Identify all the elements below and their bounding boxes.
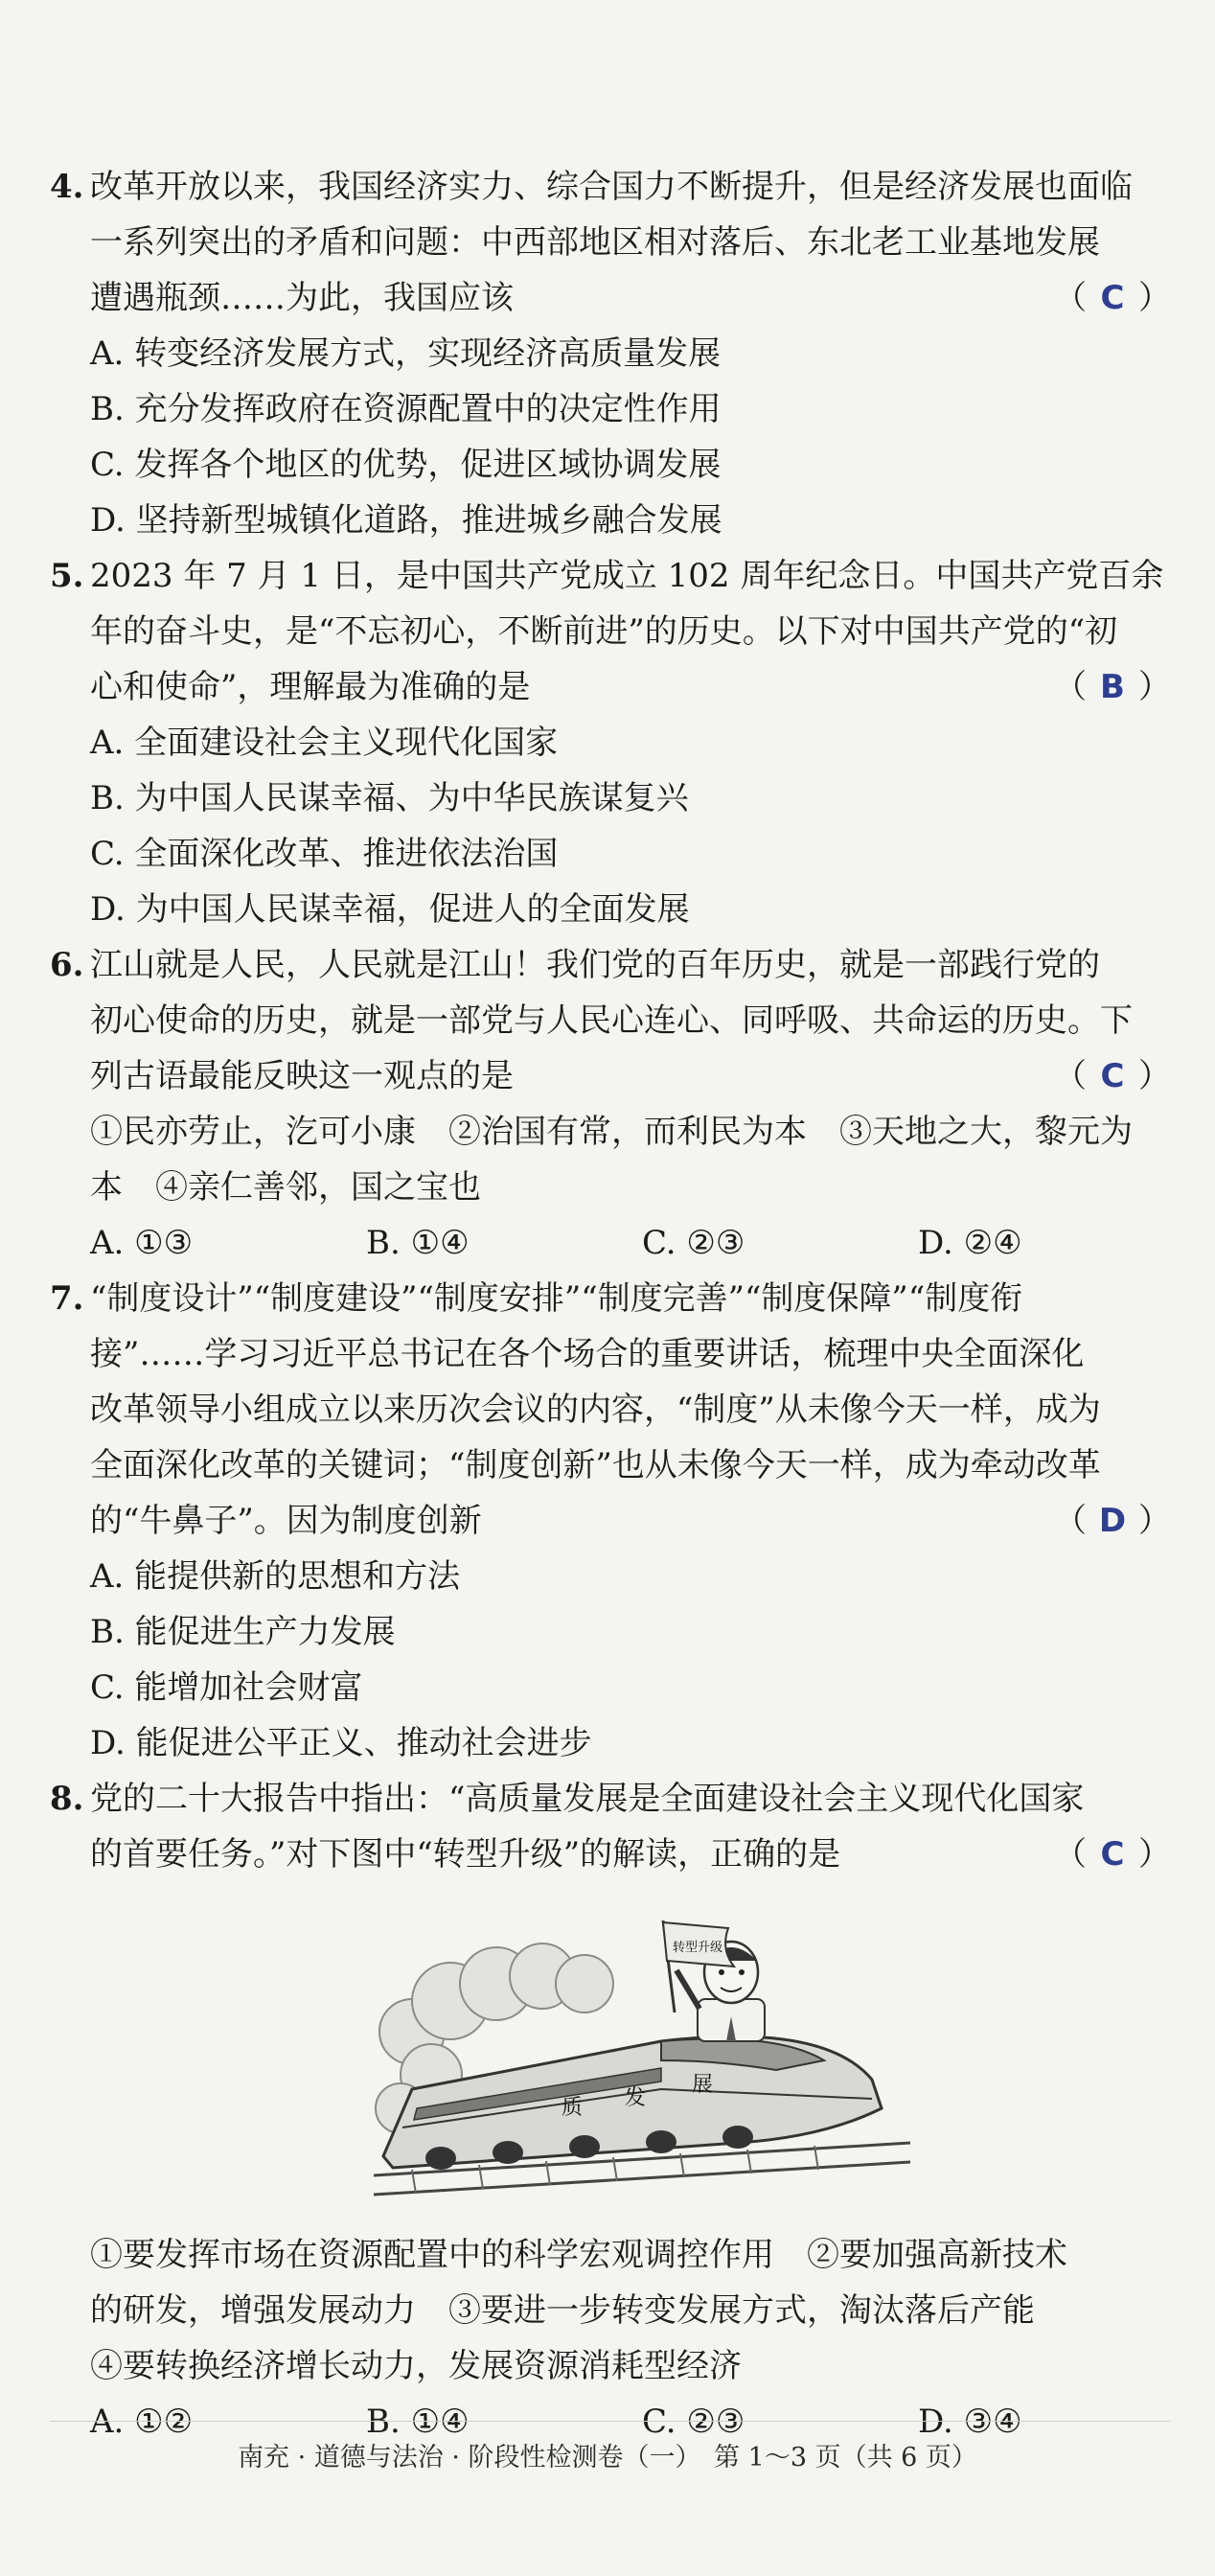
question-stem-line: 一系列突出的矛盾和问题：中西部地区相对落后、东北老工业基地发展 xyxy=(90,223,1100,262)
footer-divider xyxy=(50,2421,1171,2422)
choice-c: C. ②③ xyxy=(642,1224,745,1262)
statement-line: ①要发挥市场在资源配置中的科学宏观调控作用 ②要加强高新技术 xyxy=(90,2236,1067,2274)
option-c: C. 全面深化改革、推进依法治国 xyxy=(90,835,559,873)
question-stem-line: 的首要任务。”对下图中“转型升级”的解读，正确的是 （ C ） xyxy=(50,1827,1171,1882)
question-stem-line: 接”……学习习近平总书记在各个场合的重要讲话，梳理中央全面深化 xyxy=(90,1335,1085,1373)
statement-line: 本 ④亲仁善邻，国之宝也 xyxy=(90,1168,481,1207)
answer-letter: B xyxy=(1100,668,1125,706)
question-number: 5. xyxy=(50,557,84,595)
question-stem-line: 5. 2023 年 7 月 1 日，是中国共产党成立 102 周年纪念日。中国共产党百余 xyxy=(50,548,1171,604)
option-b: B. 充分发挥政府在资源配置中的决定性作用 xyxy=(90,390,722,428)
answer-bracket: （ B ） xyxy=(1054,659,1171,715)
choice-c: C. ②③ xyxy=(642,2403,745,2441)
option-c: C. 发挥各个地区的优势，促进区域协调发展 xyxy=(90,446,722,484)
question-8 xyxy=(50,1771,1171,2450)
question-4 xyxy=(50,159,1171,548)
choice-d: D. ③④ xyxy=(918,2403,1022,2441)
answer-bracket: （ C ） xyxy=(1054,1827,1171,1882)
question-stem-line: 改革领导小组成立以来历次会议的内容，“制度”从未像今天一样，成为 xyxy=(90,1391,1101,1429)
question-stem-line: 的“牛鼻子”。因为制度创新 （ D ） xyxy=(50,1493,1171,1549)
question-stem-line: 6. 江山就是人民，人民就是江山！我们党的百年历史，就是一部践行党的 xyxy=(50,937,1171,993)
option-d: D. 为中国人民谋幸福，促进人的全面发展 xyxy=(90,890,690,929)
question-stem-line: 8. 党的二十大报告中指出：“高质量发展是全面建设社会主义现代化国家 xyxy=(50,1771,1171,1827)
statement-line: ①民亦劳止，汔可小康 ②治国有常，而利民为本 ③天地之大，黎元为 xyxy=(90,1113,1133,1151)
choice-a: A. ①③ xyxy=(90,1224,194,1262)
question-list xyxy=(50,159,1171,2450)
option-a: A. 全面建设社会主义现代化国家 xyxy=(90,724,559,762)
question-stem-line: 遭遇瓶颈……为此，我国应该 （ C ） xyxy=(50,270,1171,326)
question-6 xyxy=(50,937,1171,1271)
answer-letter: C xyxy=(1100,279,1125,317)
answer-bracket: （ D ） xyxy=(1054,1493,1171,1549)
statement-line: ④要转换经济增长动力，发展资源消耗型经济 xyxy=(90,2347,742,2385)
option-b: B. 为中国人民谋幸福、为中华民族谋复兴 xyxy=(90,779,689,817)
question-number: 7. xyxy=(50,1279,84,1318)
train-label: 质 xyxy=(562,2096,584,2120)
choice-row xyxy=(50,1215,1171,1271)
question-number: 4. xyxy=(50,168,84,206)
option-a: A. 能提供新的思想和方法 xyxy=(90,1557,461,1596)
choice-b: B. ①④ xyxy=(366,2403,470,2441)
option-b: B. 能促进生产力发展 xyxy=(90,1613,396,1651)
option-d: D. 坚持新型城镇化道路，推进城乡融合发展 xyxy=(90,501,722,540)
answer-bracket: （ C ） xyxy=(1054,1048,1171,1104)
cartoon-train-figure xyxy=(374,1917,910,2204)
answer-letter: C xyxy=(1100,1835,1125,1874)
question-7 xyxy=(50,1271,1171,1771)
question-number: 8. xyxy=(50,1780,84,1818)
question-stem-line: 心和使命”，理解最为准确的是 （ B ） xyxy=(50,659,1171,715)
choice-d: D. ②④ xyxy=(918,1224,1022,1262)
cartoon-train-illustration xyxy=(374,1917,910,2204)
option-c: C. 能增加社会财富 xyxy=(90,1668,363,1707)
answer-letter: D xyxy=(1098,1502,1127,1540)
choice-b: B. ①④ xyxy=(366,1224,470,1262)
train-label: 展 xyxy=(692,2073,714,2097)
answer-bracket: （ C ） xyxy=(1054,270,1171,326)
question-stem-line: 年的奋斗史，是“不忘初心，不断前进”的历史。以下对中国共产党的“初 xyxy=(90,612,1118,651)
question-number: 6. xyxy=(50,946,84,984)
statement-line: 的研发，增强发展动力 ③要进一步转变发展方式，淘汰落后产能 xyxy=(90,2291,1035,2330)
option-a: A. 转变经济发展方式，实现经济高质量发展 xyxy=(90,334,722,373)
flag-label: 转型升级 xyxy=(673,1941,723,1955)
question-stem-line: 7. “制度设计”“制度建设”“制度安排”“制度完善”“制度保障”“制度衔 xyxy=(50,1271,1171,1326)
choice-a: A. ①② xyxy=(90,2403,194,2441)
question-stem-line: 4. 改革开放以来，我国经济实力、综合国力不断提升，但是经济发展也面临 xyxy=(50,159,1171,215)
question-stem-line: 初心使命的历史，就是一部党与人民心连心、同呼吸、共命运的历史。下 xyxy=(90,1001,1133,1040)
answer-letter: C xyxy=(1100,1057,1125,1095)
question-stem-line: 全面深化改革的关键词；“制度创新”也从未像今天一样，成为牵动改革 xyxy=(90,1446,1101,1484)
train-label: 发 xyxy=(625,2086,647,2110)
question-5 xyxy=(50,548,1171,937)
page-footer: 南充 · 道德与法治 · 阶段性检测卷（一） 第 1～3 页（共 6 页） xyxy=(238,2443,977,2472)
option-d: D. 能促进公平正义、推动社会进步 xyxy=(90,1724,592,1762)
question-stem-line: 列古语最能反映这一观点的是 （ C ） xyxy=(50,1048,1171,1104)
